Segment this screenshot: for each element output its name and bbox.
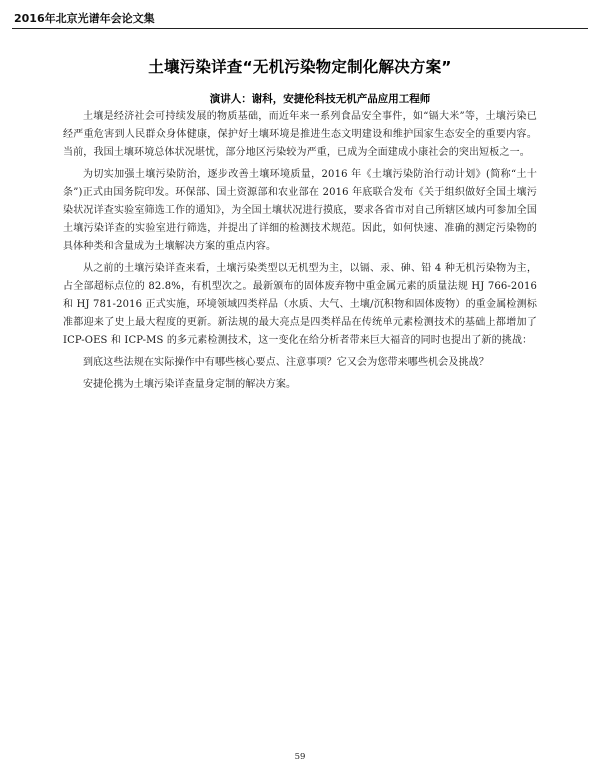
paragraph-3: 从之前的土壤污染详查来看，土壤污染类型以无机型为主，以镉、汞、砷、铅 4 种无机污染物为主，占全部超标点位的 82.8%，有机型次之。最新颁布的固体废弃物中重金属元素的质量法规 HJ 766-2016 和 HJ 781-2016 正式实施，环境领域四类样品（水质、大气、土壤/沉积物和固体废物）的重金属检测标准都迎来了史上最大程度的更新。新法规的最大亮点是四类样品在传统单元素检测技术的基础上都增加了 ICP-OES 和 ICP-MS 的多元素检测技术，这一变化在给分析者带来巨大福音的同时也提出了新的挑战： [63,263,537,346]
article-body [63,108,537,398]
paragraph-1: 土壤是经济社会可持续发展的物质基础，而近年来一系列食品安全事件，如“镉大米”等，土壤污染已经严重危害到人民群众身体健康，保护好土壤环境是推进生态文明建设和维护国家生态安全的重要内容。当前，我国土壤环境总体状况堪忧，部分地区污染较为严重，已成为全面建成小康社会的突出短板之一。 [63,111,537,158]
page-number: 59 [294,752,306,762]
speaker-line: 演讲人：谢科，安捷伦科技无机产品应用工程师 [209,93,431,105]
paragraph-5: 安捷伦携为土壤污染详查量身定制的解决方案。 [83,379,297,390]
running-header: 2016年北京光谱年会论文集 [14,12,155,25]
paragraph-4: 到底这些法规在实际操作中有哪些核心要点、注意事项？它又会为您带来哪些机会及挑战？ [83,357,489,368]
header-divider [12,28,588,29]
paragraph-2: 为切实加强土壤污染防治，逐步改善土壤环境质量，2016 年《土壤污染防治行动计划》(简称“土十条”)正式由国务院印发。环保部、国土资源部和农业部在 2016 年底联合发布《关于组织做好全国土壤污染状况详查实验室筛选工作的通知》，为全国土壤状况进行摸底，要求各省市对自己所辖区域内可参加全国土壤污染详查的实验室进行筛选，并提出了详细的检测技术规范。因此，如何快速、准确的测定污染物的具体种类和含量成为土壤解决方案的重点内容。 [63,169,537,252]
article-title: 土壤污染详查“无机污染物定制化解决方案” [148,58,452,76]
